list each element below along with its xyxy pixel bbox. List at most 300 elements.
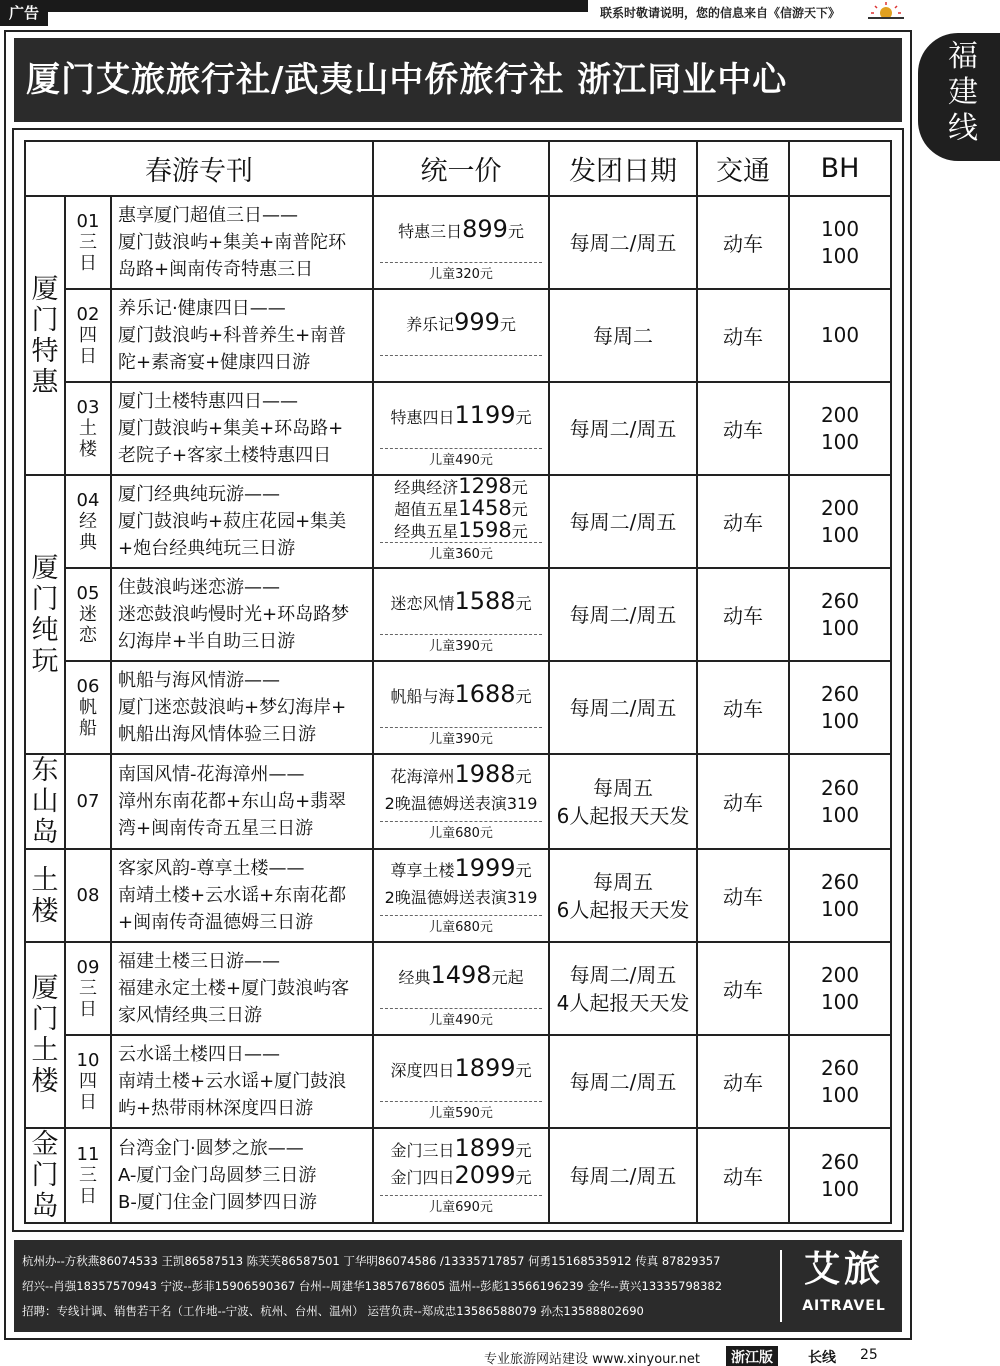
group-char: 岛 — [31, 817, 59, 848]
price-box — [374, 1037, 548, 1126]
price-cell — [373, 568, 549, 661]
child-price: 儿童680元 — [429, 826, 493, 841]
brand-logo: 艾旅 — [803, 1249, 884, 1290]
description-line: 帆船与海风情游—— — [118, 670, 280, 691]
header-price: 统一价 — [373, 141, 549, 196]
transport: 动车 — [697, 942, 789, 1035]
price-label: 特惠三日 — [398, 221, 463, 241]
transport: 动车 — [697, 849, 789, 942]
route-description — [111, 475, 373, 568]
price-amount: 1999 — [454, 854, 516, 882]
price-unit: 元 — [515, 1060, 532, 1080]
route-number — [65, 289, 111, 382]
departure-date — [549, 196, 697, 289]
page-title: 厦门艾旅旅行社/武夷山中侨旅行社 浙江同业中心 — [14, 38, 902, 122]
route-number-part: 07 — [76, 791, 100, 812]
route-description — [111, 568, 373, 661]
date-line: 6人起报天天发 — [556, 897, 690, 922]
transport: 动车 — [697, 382, 789, 475]
table-row — [25, 475, 891, 568]
price-cell — [373, 475, 549, 568]
description-line: 厦门土楼特惠四日—— — [118, 391, 298, 412]
route-number-part: 三 — [79, 1165, 97, 1186]
group-char: 土 — [31, 1035, 59, 1066]
price-label: 尊享土楼 — [390, 861, 455, 880]
page-footer — [0, 1346, 1000, 1366]
description-line: 厦门经典纯玩游—— — [118, 484, 280, 505]
child-price: 儿童390元 — [429, 732, 493, 747]
route-description — [111, 1035, 373, 1128]
route-description — [111, 1128, 373, 1223]
route-number-part: 帆 — [79, 697, 97, 718]
price-unit: 元 — [515, 407, 532, 427]
date-line: 每周二/周五 — [569, 509, 677, 534]
transport: 动车 — [697, 568, 789, 661]
route-description — [111, 382, 373, 475]
departure-date — [549, 942, 697, 1035]
group-label — [25, 849, 65, 942]
description-line: 湾+闽南传奇五星三日游 — [118, 818, 314, 839]
bh-values — [789, 1035, 891, 1128]
bh-values — [789, 475, 891, 568]
transport: 动车 — [697, 289, 789, 382]
price-cell — [373, 849, 549, 942]
section-label: 长线 — [808, 1350, 836, 1366]
group-char: 楼 — [31, 1066, 59, 1097]
contact-line: 杭州办--方秋燕86074533 王凯86587513 陈芙芙86587501 丁华明86074586 /13335717857 何勇15168535912 传真 87829357 — [22, 1254, 721, 1268]
group-char: 金 — [31, 1129, 59, 1160]
price-line — [380, 1053, 542, 1083]
route-number-part: 03 — [76, 397, 100, 418]
price-main — [380, 198, 542, 263]
route-number-part: 日 — [79, 346, 97, 367]
bh-values — [789, 568, 891, 661]
route-number-part: 船 — [79, 718, 97, 739]
route-number-part: 01 — [76, 211, 100, 232]
description-line: +炮台经典纯玩三日游 — [118, 538, 296, 559]
price-box — [374, 1131, 548, 1220]
price-unit: 元 — [511, 500, 528, 519]
bh-value: 100 — [820, 802, 860, 827]
bh-value: 260 — [820, 775, 860, 800]
contact-line: 招聘：专线计调、销售若干名（工作地--宁波、杭州、台州、温州） 运营负责--郑成忠13586588079 孙杰13588802690 — [22, 1304, 644, 1318]
bh-value: 260 — [820, 588, 860, 613]
price-main — [380, 384, 542, 449]
route-number — [65, 1128, 111, 1223]
description-line: 屿+热带雨林深度四日游 — [118, 1098, 314, 1119]
table-row — [25, 196, 891, 289]
xinyou-logo-icon — [866, 1, 906, 23]
price-cell — [373, 196, 549, 289]
price-unit: 元 — [507, 221, 524, 241]
route-number-part: 三 — [79, 978, 97, 999]
route-number — [65, 196, 111, 289]
route-description — [111, 754, 373, 849]
price-box — [374, 291, 548, 380]
price-line — [380, 789, 542, 816]
route-number-part: 08 — [76, 885, 100, 906]
route-number — [65, 568, 111, 661]
table-row — [25, 849, 891, 942]
tour-table — [24, 140, 892, 1224]
route-number-part: 四 — [79, 325, 97, 346]
price-label: 养乐记 — [406, 314, 455, 334]
price-cell — [373, 1128, 549, 1223]
price-line — [380, 214, 542, 244]
price-label: 经典经济 — [394, 478, 459, 497]
group-char: 门 — [31, 1004, 59, 1035]
bh-value: 100 — [820, 708, 860, 733]
price-unit: 元 — [515, 861, 532, 880]
route-tab — [918, 33, 1000, 161]
route-tab-char: 福 — [948, 39, 978, 74]
price-unit: 元 — [499, 314, 516, 334]
price-line — [380, 307, 542, 337]
route-number-part: 09 — [76, 957, 100, 978]
description-line: 厦门鼓浪屿+集美+南普陀环 — [118, 232, 347, 253]
description-line: 岛路+闽南传奇特惠三日 — [118, 259, 314, 280]
price-line — [380, 856, 542, 883]
route-number-part: 05 — [76, 583, 100, 604]
bh-value: 260 — [820, 869, 860, 894]
table-row — [25, 661, 891, 754]
price-unit: 元 — [511, 522, 528, 541]
description-line: 养乐记·健康四日—— — [118, 298, 286, 319]
bh-value: 260 — [820, 1055, 860, 1080]
price-box — [374, 851, 548, 940]
departure-date — [549, 661, 697, 754]
price-label: 经典 — [398, 967, 431, 987]
description-line: 台湾金门·圆梦之旅—— — [118, 1138, 304, 1159]
description-line: 厦门迷恋鼓浪屿+梦幻海岸+ — [118, 697, 347, 718]
group-label — [25, 754, 65, 849]
price-main — [380, 1131, 542, 1196]
price-label: 经典五星 — [394, 522, 459, 541]
route-number — [65, 661, 111, 754]
price-label: 2晚温德姆送表演319 — [384, 794, 538, 813]
date-line: 每周二/周五 — [569, 962, 677, 987]
price-amount: 1899 — [454, 1134, 516, 1162]
description-line: 南靖土楼+云水谣+东南花都 — [118, 885, 347, 906]
departure-date — [549, 568, 697, 661]
table-header-row — [25, 141, 891, 196]
description-line: 幻海岸+半自助三日游 — [118, 631, 296, 652]
date-line: 每周二 — [593, 323, 654, 348]
price-amount: 1988 — [454, 760, 516, 788]
group-char: 门 — [31, 1160, 59, 1191]
date-line: 每周二/周五 — [569, 416, 677, 441]
brand-name: AITRAVEL — [802, 1298, 886, 1314]
price-box — [374, 384, 548, 473]
date-line: 6人起报天天发 — [556, 803, 690, 828]
group-char: 门 — [31, 583, 59, 615]
price-line — [380, 679, 542, 709]
price-box — [374, 198, 548, 287]
route-number — [65, 754, 111, 849]
departure-date — [549, 382, 697, 475]
header-spring: 春游专刊 — [25, 141, 373, 196]
route-number — [65, 849, 111, 942]
table-row — [25, 942, 891, 1035]
bh-value: 100 — [820, 216, 860, 241]
group-char: 山 — [31, 786, 59, 817]
route-number-part: 土 — [79, 418, 97, 439]
description-line: 住鼓浪屿迷恋游—— — [118, 577, 280, 598]
date-line: 每周二/周五 — [569, 1163, 677, 1188]
group-label — [25, 942, 65, 1128]
price-amount: 1598 — [458, 518, 512, 542]
group-char: 东 — [31, 755, 59, 786]
route-number — [65, 942, 111, 1035]
group-char: 岛 — [31, 1191, 59, 1222]
bh-value: 260 — [820, 681, 860, 706]
bh-value: 260 — [820, 1149, 860, 1174]
price-label: 帆船与海 — [390, 686, 455, 706]
bh-values — [789, 754, 891, 849]
route-number — [65, 475, 111, 568]
date-line: 每周五 — [593, 869, 654, 894]
route-tab-char: 建 — [948, 75, 978, 110]
child-price — [374, 356, 548, 380]
price-box — [374, 757, 548, 846]
bh-values — [789, 661, 891, 754]
description-line: 福建永定土楼+厦门鼓浪屿客 — [118, 978, 350, 999]
description-line: 厦门鼓浪屿+集美+环岛路+ — [118, 418, 344, 439]
route-number-part: 日 — [79, 999, 97, 1020]
table-row — [25, 1035, 891, 1128]
child-price: 儿童590元 — [429, 1106, 493, 1121]
route-description — [111, 196, 373, 289]
price-label: 金门三日 — [390, 1141, 455, 1160]
route-description — [111, 289, 373, 382]
bh-value: 100 — [820, 896, 860, 921]
child-price: 儿童320元 — [429, 267, 493, 282]
description-line: 漳州东南花都+东山岛+翡翠 — [118, 791, 347, 812]
brand-divider — [780, 1250, 782, 1322]
departure-date — [549, 754, 697, 849]
route-number-part: 典 — [79, 532, 97, 553]
route-number — [65, 1035, 111, 1128]
price-amount: 1199 — [454, 400, 516, 429]
price-amount: 1498 — [430, 960, 492, 989]
route-number-part: 10 — [76, 1050, 100, 1071]
description-line: 南国风情-花海漳州—— — [118, 764, 305, 785]
price-box — [374, 474, 548, 566]
price-amount: 899 — [462, 214, 508, 243]
price-main — [380, 476, 542, 543]
child-price: 儿童490元 — [429, 453, 493, 468]
price-amount: 2099 — [454, 1161, 516, 1189]
price-amount: 999 — [454, 307, 500, 336]
group-char: 纯 — [31, 614, 59, 646]
bh-value: 100 — [820, 243, 860, 268]
bh-value: 100 — [820, 1176, 860, 1201]
price-main — [380, 851, 542, 916]
description-line: 厦门鼓浪屿+科普养生+南普 — [118, 325, 347, 346]
bh-value: 100 — [820, 522, 860, 547]
price-cell — [373, 942, 549, 1035]
price-label: 金门四日 — [390, 1168, 455, 1187]
route-number-part: 日 — [79, 253, 97, 274]
transport: 动车 — [697, 475, 789, 568]
price-amount: 1899 — [454, 1053, 516, 1082]
child-price: 儿童360元 — [429, 547, 493, 562]
price-line — [380, 400, 542, 430]
table-row — [25, 568, 891, 661]
price-unit: 元 — [515, 767, 532, 786]
date-line: 每周五 — [593, 775, 654, 800]
transport: 动车 — [697, 661, 789, 754]
child-price: 儿童490元 — [429, 1013, 493, 1028]
ad-label: 广告 — [0, 0, 48, 26]
route-number-part: 11 — [76, 1144, 100, 1165]
price-main — [380, 570, 542, 635]
price-cell — [373, 1035, 549, 1128]
bh-value: 100 — [820, 989, 860, 1014]
description-line: B-厦门住金门圆梦四日游 — [118, 1192, 317, 1213]
price-cell — [373, 661, 549, 754]
source-note: 联系时敬请说明，您的信息来自《信游天下》 — [600, 6, 841, 20]
route-number-part: 四 — [79, 1071, 97, 1092]
departure-date — [549, 1035, 697, 1128]
description-line: 迷恋鼓浪屿慢时光+环岛路梦 — [118, 604, 350, 625]
bh-value: 200 — [820, 495, 860, 520]
transport: 动车 — [697, 196, 789, 289]
page-number: 25 — [860, 1347, 878, 1363]
route-number-part: 三 — [79, 232, 97, 253]
bh-values — [789, 196, 891, 289]
price-box — [374, 663, 548, 752]
price-cell — [373, 289, 549, 382]
route-number — [65, 382, 111, 475]
bh-value: 200 — [820, 962, 860, 987]
site-text: 专业旅游网站建设 www.xinyour.net — [484, 1352, 701, 1366]
price-unit: 元 — [515, 686, 532, 706]
group-char: 特 — [31, 335, 59, 367]
contact-line: 绍兴--肖强18357570943 宁波--彭菲15906590367 台州--周建华13857678605 温州--彭彪13566196239 金华--黄兴13335798382 — [22, 1279, 723, 1293]
top-rule — [48, 0, 588, 12]
route-description — [111, 849, 373, 942]
price-unit: 元起 — [491, 967, 524, 987]
price-label: 花海漳州 — [390, 767, 455, 786]
departure-date — [549, 475, 697, 568]
group-char: 厦 — [31, 552, 59, 584]
group-char: 玩 — [31, 645, 59, 677]
price-cell — [373, 754, 549, 849]
group-label — [25, 1128, 65, 1223]
description-line: 惠享厦门超值三日—— — [118, 205, 298, 226]
price-label: 超值五星 — [394, 500, 459, 519]
departure-date — [549, 289, 697, 382]
header-bh: BH — [789, 141, 891, 196]
price-main — [380, 1037, 542, 1102]
route-number-part: 楼 — [79, 439, 97, 460]
price-unit: 元 — [511, 478, 528, 497]
price-amount: 1458 — [458, 496, 512, 520]
route-number-part: 02 — [76, 304, 100, 325]
bh-value: 200 — [820, 402, 860, 427]
description-line: 福建土楼三日游—— — [118, 951, 280, 972]
transport: 动车 — [697, 1128, 789, 1223]
route-number-part: 04 — [76, 490, 100, 511]
price-amount: 1298 — [458, 474, 512, 498]
group-char: 门 — [31, 304, 59, 336]
date-line: 每周二/周五 — [569, 695, 677, 720]
ad-frame — [4, 30, 912, 1340]
edition-badge: 浙江版 — [726, 1346, 778, 1366]
bh-values — [789, 849, 891, 942]
price-line — [380, 476, 542, 498]
date-line: 每周二/周五 — [569, 230, 677, 255]
price-box — [374, 944, 548, 1033]
table-row — [25, 1128, 891, 1223]
child-price: 儿童680元 — [429, 920, 493, 935]
bh-values — [789, 942, 891, 1035]
price-box — [374, 570, 548, 659]
price-line — [380, 586, 542, 616]
route-number-part: 经 — [79, 511, 97, 532]
price-unit: 元 — [515, 1141, 532, 1160]
description-line: +闽南传奇温德姆三日游 — [118, 912, 314, 933]
price-line — [380, 498, 542, 520]
price-line — [380, 520, 542, 542]
bh-values — [789, 382, 891, 475]
date-line: 每周二/周五 — [569, 1069, 677, 1094]
bh-value: 100 — [820, 429, 860, 454]
description-line: 陀+素斋宴+健康四日游 — [118, 352, 311, 373]
price-amount: 1588 — [454, 586, 516, 615]
route-tab-char: 线 — [948, 111, 978, 146]
bh-value: 100 — [820, 1082, 860, 1107]
date-line: 4人起报天天发 — [556, 990, 690, 1015]
tour-table-wrap — [12, 128, 904, 1232]
group-char: 厦 — [31, 973, 59, 1004]
description-line: 厦门鼓浪屿+菽庄花园+集美 — [118, 511, 347, 532]
route-number-part: 06 — [76, 676, 100, 697]
group-char: 楼 — [31, 895, 59, 927]
bh-values — [789, 1128, 891, 1223]
price-line — [380, 1136, 542, 1163]
header-transport: 交通 — [697, 141, 789, 196]
price-main — [380, 757, 542, 822]
contact-footer — [14, 1240, 902, 1332]
price-line — [380, 1163, 542, 1190]
bh-values — [789, 289, 891, 382]
description-line: 老院子+客家土楼特惠四日 — [118, 445, 332, 466]
route-number-part: 恋 — [79, 625, 97, 646]
description-line: 帆船出海风情体验三日游 — [118, 724, 316, 745]
price-label: 迷恋风情 — [390, 593, 455, 613]
description-line: 家风情经典三日游 — [118, 1005, 262, 1026]
description-line: A-厦门金门岛圆梦三日游 — [118, 1165, 317, 1186]
price-main — [380, 663, 542, 728]
route-description — [111, 942, 373, 1035]
price-unit: 元 — [515, 593, 532, 613]
header-date: 发团日期 — [549, 141, 697, 196]
route-number-part: 日 — [79, 1186, 97, 1207]
price-cell — [373, 382, 549, 475]
group-char: 厦 — [31, 273, 59, 305]
child-price: 儿童690元 — [429, 1200, 493, 1215]
price-label: 2晚温德姆送表演319 — [384, 888, 538, 907]
price-label: 深度四日 — [390, 1060, 455, 1080]
price-main — [380, 291, 542, 356]
price-amount: 1688 — [454, 679, 516, 708]
table-row — [25, 754, 891, 849]
price-line — [380, 762, 542, 789]
route-description — [111, 661, 373, 754]
description-line: 客家风韵-尊享土楼—— — [118, 858, 305, 879]
